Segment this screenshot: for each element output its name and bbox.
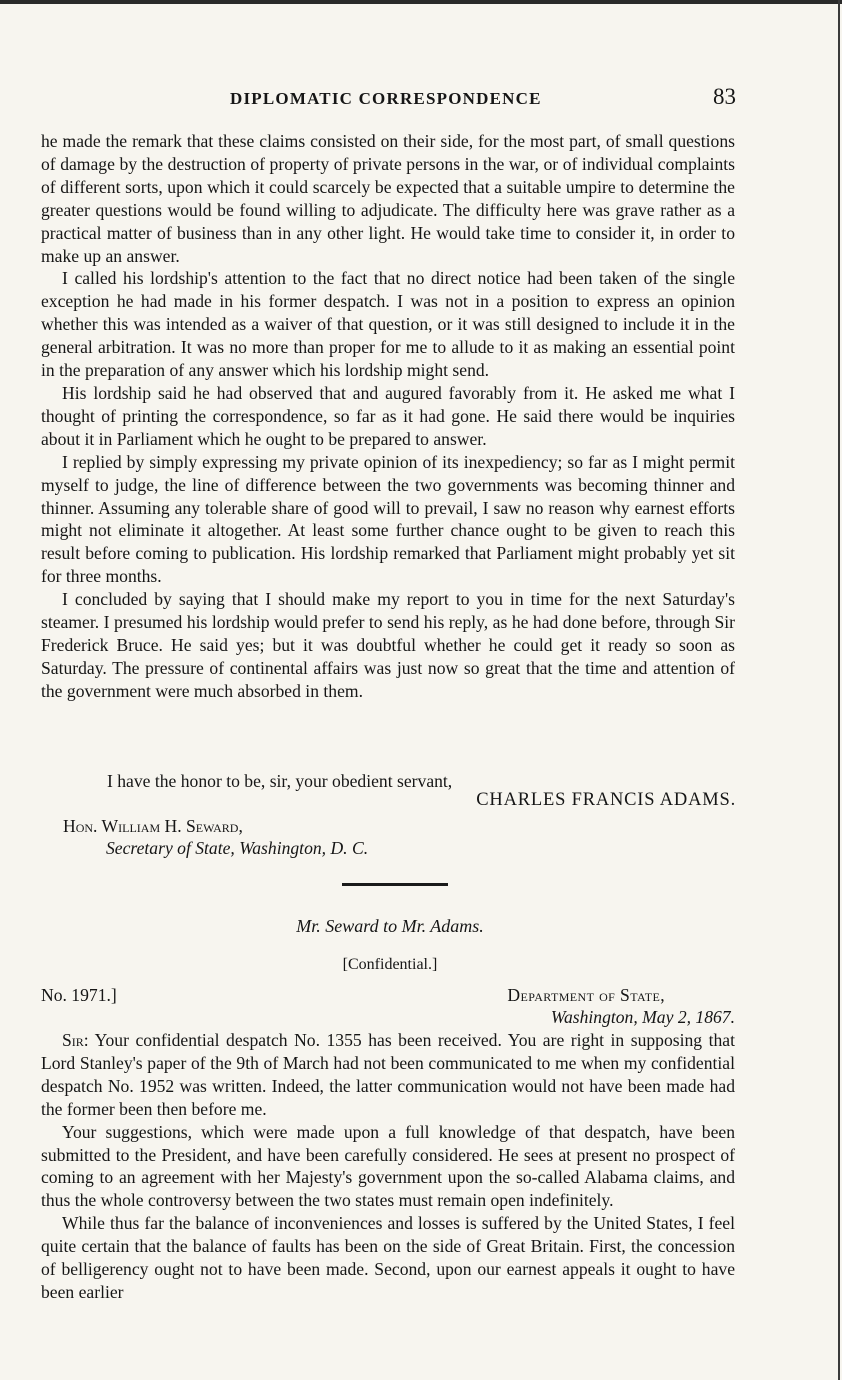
- addressee-name: Hon. William H. Seward,: [63, 816, 243, 836]
- letter-two-body: [41, 1029, 735, 1304]
- addressee-title: Secretary of State, Washington, D. C.: [106, 838, 369, 858]
- paragraph: he made the remark that these claims consisted on their side, for the most part, of small questions of damage by the destruction of property of private persons in the war, or of individual complaints of different sorts, upon which it could scarcely be expected that a suitable umpire to determine the greater questions would be found willing to adjudicate. The difficulty here was grave rather as a practical matter of business than in any other light. He would take time to consider it, in order to make up an answer.: [41, 131, 735, 266]
- addressee-block: [63, 815, 368, 859]
- paragraph: I replied by simply expressing my private opinion of its inexpediency; so far as I might permit myself to judge, the line of difference between the two governments was becoming thinner and thinner. Assuming any tolerable share of good will to prevail, I saw no reason why earnest efforts might not eliminate it altogether. At least some further chance ought to be given to reach this result before coming to publication. His lordship remarked that Parliament might probably yet sit for three months.: [41, 451, 735, 587]
- letter-title: Mr. Seward to Mr. Adams.: [296, 916, 484, 936]
- page-header: [40, 84, 736, 114]
- paragraph: His lordship said he had observed that and augured favorably from it. He asked me what I thought of printing the correspondence, so far as it had gone. He said there would be inquiries about it in Parliament which he ought to be prepared to answer.: [41, 382, 735, 449]
- salutation: Sir:: [62, 1030, 89, 1050]
- running-head: DIPLOMATIC CORRESPONDENCE: [230, 89, 542, 108]
- page-right-edge: [838, 0, 840, 1380]
- page-top-edge: [0, 0, 842, 4]
- dateline-date: May 2, 1867.: [642, 1007, 735, 1027]
- signature: CHARLES FRANCIS ADAMS.: [476, 790, 736, 810]
- dateline-place: Washington,: [550, 1007, 638, 1027]
- closing-line: I have the honor to be, sir, your obedient servant,: [107, 771, 453, 791]
- page-number: 83: [713, 84, 736, 109]
- letter-one-body: [41, 130, 735, 703]
- dateline: [551, 1007, 735, 1028]
- despatch-number: No. 1971.]: [41, 985, 117, 1005]
- paragraph: Your suggestions, which were made upon a full knowledge of that despatch, have been submitted to the President, and have been carefully considered. He sees at present no prospect of coming to an agreement with her Majesty's government upon the so-called Alabama claims, and thus the whole controversy between the two states must remain open indefinitely.: [41, 1121, 735, 1211]
- section-divider: [342, 883, 448, 886]
- confidential-label: [Confidential.]: [342, 956, 438, 973]
- paragraph: I concluded by saying that I should make my report to you in time for the next Saturday's steamer. I presumed his lordship would prefer to send his reply, as he had done before, through Sir Frederick Bruce. He said yes; but it was doubtful whether he could get it ready so soon as Saturday. The pressure of continental affairs was just now so great that the time and attention of the government were much absorbed in them.: [41, 589, 735, 701]
- paragraph-text: Your confidential despatch No. 1355 has been received. You are right in supposing that Lord Stanley's paper of the 9th of March had not been communicated to me when my confidential despatch No. 1952 was written. Indeed, the latter communication would not have been made had the former been then before me.: [41, 1030, 736, 1119]
- paragraph: [41, 1029, 735, 1121]
- paragraph: I called his lordship's attention to the fact that no direct notice had been taken of the single exception he had made in his former despatch. I was not in a position to express an opinion whether this was intended as a waiver of that question, or it was still designed to include it in the general arbitration. It was no more than proper for me to allude to it as making an essential point in the preparation of any answer which his lordship might send.: [41, 268, 735, 381]
- department-heading: Department of State,: [507, 985, 665, 1005]
- paragraph: While thus far the balance of inconveniences and losses is suffered by the United States, I feel quite certain that the balance of faults has been on the side of Great Britain. First, the concession of belligerency ought not to have been made. Second, upon our earnest appeals it ought to have been earlier: [41, 1213, 735, 1302]
